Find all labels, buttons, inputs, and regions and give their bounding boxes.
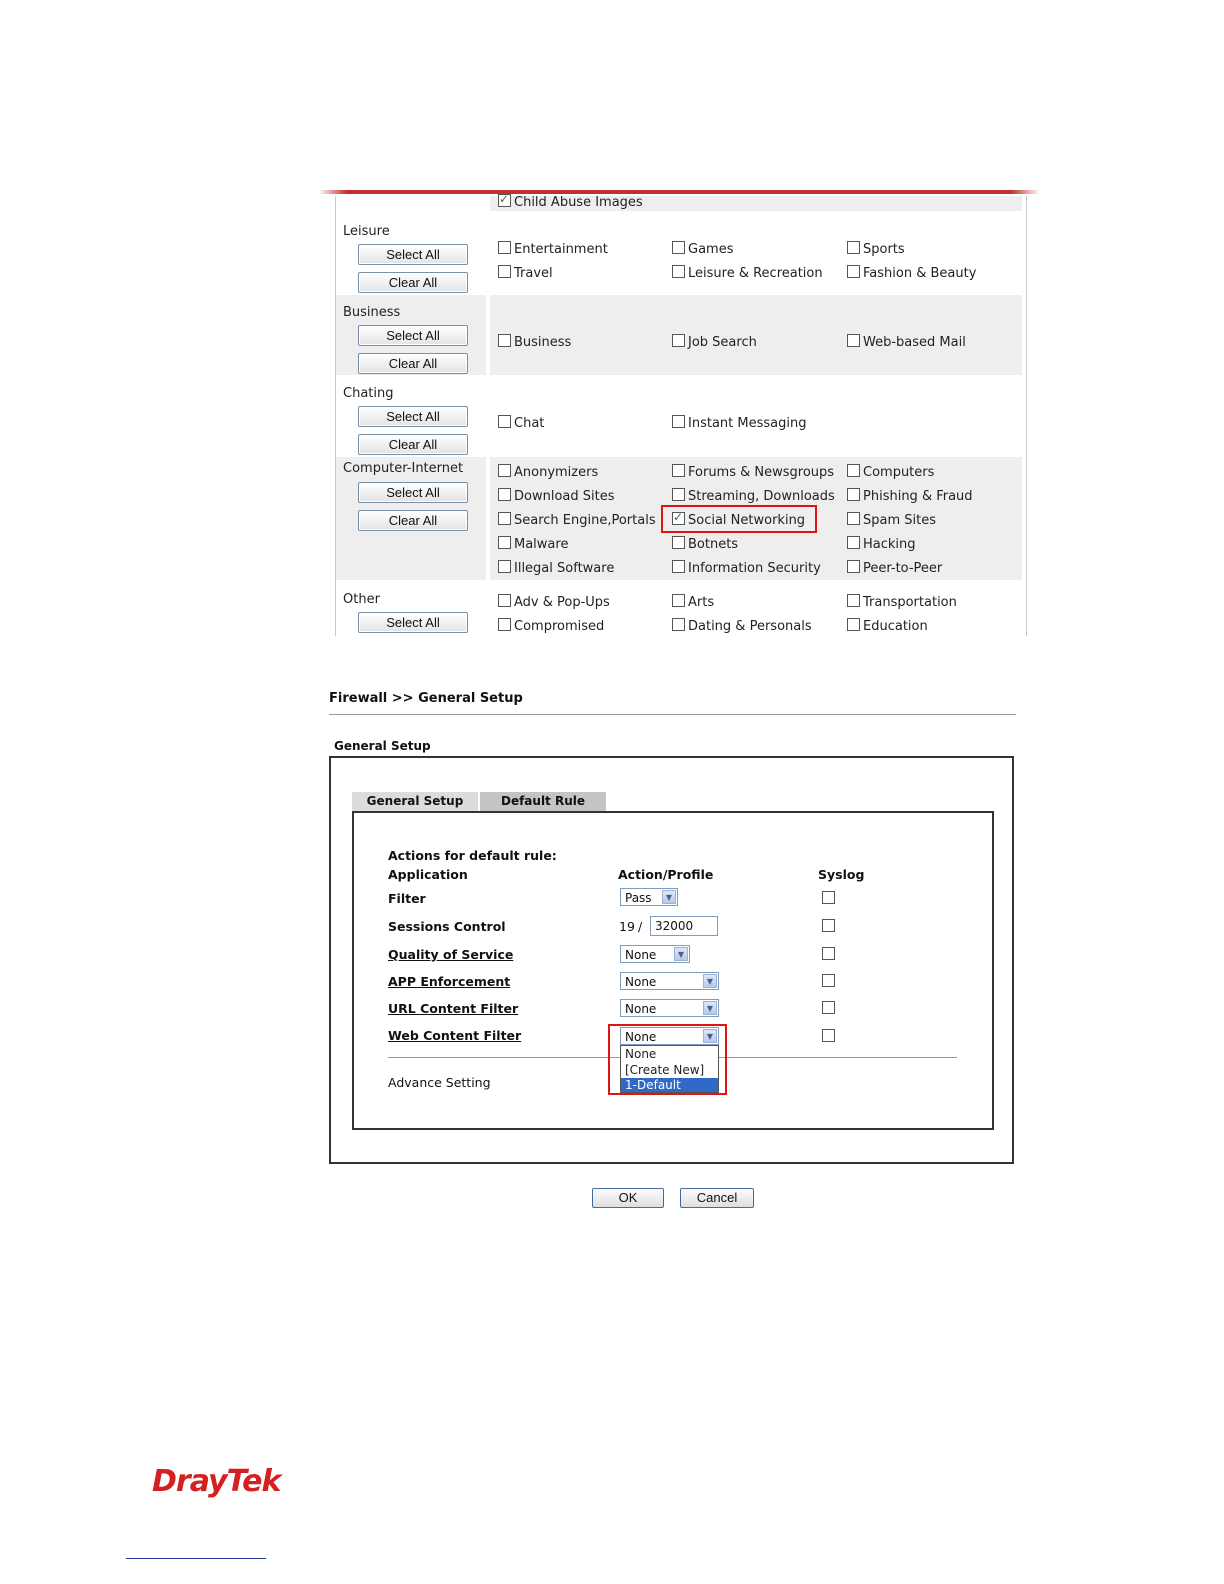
header-action-profile: Action/Profile	[618, 867, 714, 882]
qos-syslog-checkbox[interactable]	[822, 947, 835, 960]
checkbox-fashion-beauty[interactable]: Fashion & Beauty	[847, 265, 976, 282]
group-leisure	[336, 214, 1026, 294]
checkbox-download-sites[interactable]: Download Sites	[498, 488, 614, 505]
checkbox-leisure-recreation[interactable]: Leisure & Recreation	[672, 265, 823, 282]
checkbox-compromised[interactable]: Compromised	[498, 618, 604, 635]
clear-all-button[interactable]: Clear All	[358, 434, 468, 455]
filter-label: Filter	[388, 891, 426, 906]
checkbox-sports[interactable]: Sports	[847, 241, 905, 258]
checkbox-phishing-fraud[interactable]: Phishing & Fraud	[847, 488, 973, 505]
checkbox-streaming-downloads[interactable]: Streaming, Downloads	[672, 488, 835, 505]
quality-of-service-link[interactable]: Quality of Service	[388, 947, 514, 962]
url-syslog-checkbox[interactable]	[822, 1001, 835, 1014]
app-enforcement-link[interactable]: APP Enforcement	[388, 974, 511, 989]
checkbox-information-security[interactable]: Information Security	[672, 560, 821, 577]
select-all-button[interactable]: Select All	[358, 325, 468, 346]
chevron-down-icon[interactable]: ▼	[703, 974, 717, 988]
breadcrumb-divider	[329, 714, 1016, 715]
checkbox-search-engine-portals[interactable]: Search Engine,Portals	[498, 512, 656, 529]
breadcrumb: Firewall >> General Setup	[329, 691, 523, 706]
actions-title: Actions for default rule:	[388, 848, 557, 863]
checkbox-games[interactable]: Games	[672, 241, 733, 258]
filter-select[interactable]: Pass ▼	[620, 888, 678, 906]
checkbox-travel[interactable]: Travel	[498, 265, 553, 282]
web-filter-select[interactable]: None ▼	[620, 1027, 719, 1045]
checkbox-arts[interactable]: Arts	[672, 594, 714, 611]
checkbox-forums-newsgroups[interactable]: Forums & Newsgroups	[672, 464, 834, 481]
select-all-button[interactable]: Select All	[358, 244, 468, 265]
checkbox-illegal-software[interactable]: Illegal Software	[498, 560, 614, 577]
draytek-logo: DrayTek	[152, 1464, 281, 1499]
dropdown-option-none[interactable]: None	[625, 1047, 657, 1061]
tab-default-rule[interactable]: Default Rule	[480, 792, 606, 811]
checkbox-chat[interactable]: Chat	[498, 415, 544, 432]
checkbox-box[interactable]	[498, 194, 511, 207]
url-content-filter-link[interactable]: URL Content Filter	[388, 1001, 519, 1016]
chevron-down-icon[interactable]: ▼	[662, 890, 676, 904]
checkbox-web-based-mail[interactable]: Web-based Mail	[847, 334, 966, 351]
checkbox-computers[interactable]: Computers	[847, 464, 934, 481]
section-title: General Setup	[334, 739, 431, 753]
header-syslog: Syslog	[818, 867, 865, 882]
select-all-button[interactable]: Select All	[358, 612, 468, 633]
checkbox-business[interactable]: Business	[498, 334, 571, 351]
social-networking-highlight	[661, 505, 817, 533]
group-label: Computer-Internet	[343, 461, 464, 476]
select-all-button[interactable]: Select All	[358, 482, 468, 503]
sessions-limit-input[interactable]: 32000	[650, 916, 718, 936]
select-all-button[interactable]: Select All	[358, 406, 468, 427]
chevron-down-icon[interactable]: ▼	[703, 1001, 717, 1015]
checkbox-malware[interactable]: Malware	[498, 536, 568, 553]
checkbox-transportation[interactable]: Transportation	[847, 594, 957, 611]
filter-syslog-checkbox[interactable]	[822, 891, 835, 904]
group-label: Leisure	[343, 224, 390, 239]
advance-setting-label: Advance Setting	[388, 1075, 491, 1090]
web-filter-highlight	[608, 1024, 727, 1095]
checkbox-hacking[interactable]: Hacking	[847, 536, 916, 553]
app-enforcement-select[interactable]: None ▼	[620, 972, 719, 990]
checkbox-dating-personals[interactable]: Dating & Personals	[672, 618, 812, 635]
dropdown-option-create-new[interactable]: [Create New]	[625, 1063, 705, 1077]
checkbox-entertainment[interactable]: Entertainment	[498, 241, 608, 258]
app-syslog-checkbox[interactable]	[822, 974, 835, 987]
sessions-separator: /	[638, 919, 643, 934]
url-filter-select[interactable]: None ▼	[620, 999, 719, 1017]
categories-panel	[335, 196, 1027, 636]
checkbox-botnets[interactable]: Botnets	[672, 536, 738, 553]
checkbox-education[interactable]: Education	[847, 618, 928, 635]
web-syslog-checkbox[interactable]	[822, 1029, 835, 1042]
sessions-current: 19	[619, 919, 635, 934]
web-content-categories-screenshot	[318, 190, 1040, 636]
group-business	[336, 295, 1026, 375]
group-label: Other	[343, 592, 380, 607]
partial-top-row	[336, 196, 1026, 211]
tab-general-setup[interactable]: General Setup	[352, 792, 478, 811]
footer-line	[126, 1558, 266, 1559]
cancel-button[interactable]: Cancel	[680, 1188, 754, 1208]
checkbox-peer-to-peer[interactable]: Peer-to-Peer	[847, 560, 942, 577]
ok-button[interactable]: OK	[592, 1188, 664, 1208]
group-other	[336, 582, 1026, 636]
web-content-filter-link[interactable]: Web Content Filter	[388, 1028, 522, 1043]
header-application: Application	[388, 867, 468, 882]
checkbox-anonymizers[interactable]: Anonymizers	[498, 464, 598, 481]
clear-all-button[interactable]: Clear All	[358, 353, 468, 374]
clear-all-button[interactable]: Clear All	[358, 272, 468, 293]
group-computer-internet	[336, 457, 1026, 580]
checkbox-job-search[interactable]: Job Search	[672, 334, 757, 351]
checkbox-adv-pop-ups[interactable]: Adv & Pop-Ups	[498, 594, 610, 611]
red-divider-line	[318, 190, 1040, 194]
dropdown-option-1-default[interactable]: 1-Default	[621, 1078, 718, 1092]
checkbox-social-networking[interactable]: ✓ Social Networking	[672, 512, 805, 529]
chevron-down-icon[interactable]: ▼	[703, 1029, 717, 1043]
sessions-label: Sessions Control	[388, 919, 506, 934]
checkbox-spam-sites[interactable]: Spam Sites	[847, 512, 936, 529]
checkbox-instant-messaging[interactable]: Instant Messaging	[672, 415, 806, 432]
group-chating	[336, 376, 1026, 456]
group-label: Chating	[343, 386, 394, 401]
clear-all-button[interactable]: Clear All	[358, 510, 468, 531]
group-label: Business	[343, 305, 401, 320]
qos-select[interactable]: None ▼	[620, 945, 690, 963]
sessions-syslog-checkbox[interactable]	[822, 919, 835, 932]
chevron-down-icon[interactable]: ▼	[674, 947, 688, 961]
checkbox-child-abuse-images[interactable]: ✓Child Abuse Images	[498, 194, 643, 211]
